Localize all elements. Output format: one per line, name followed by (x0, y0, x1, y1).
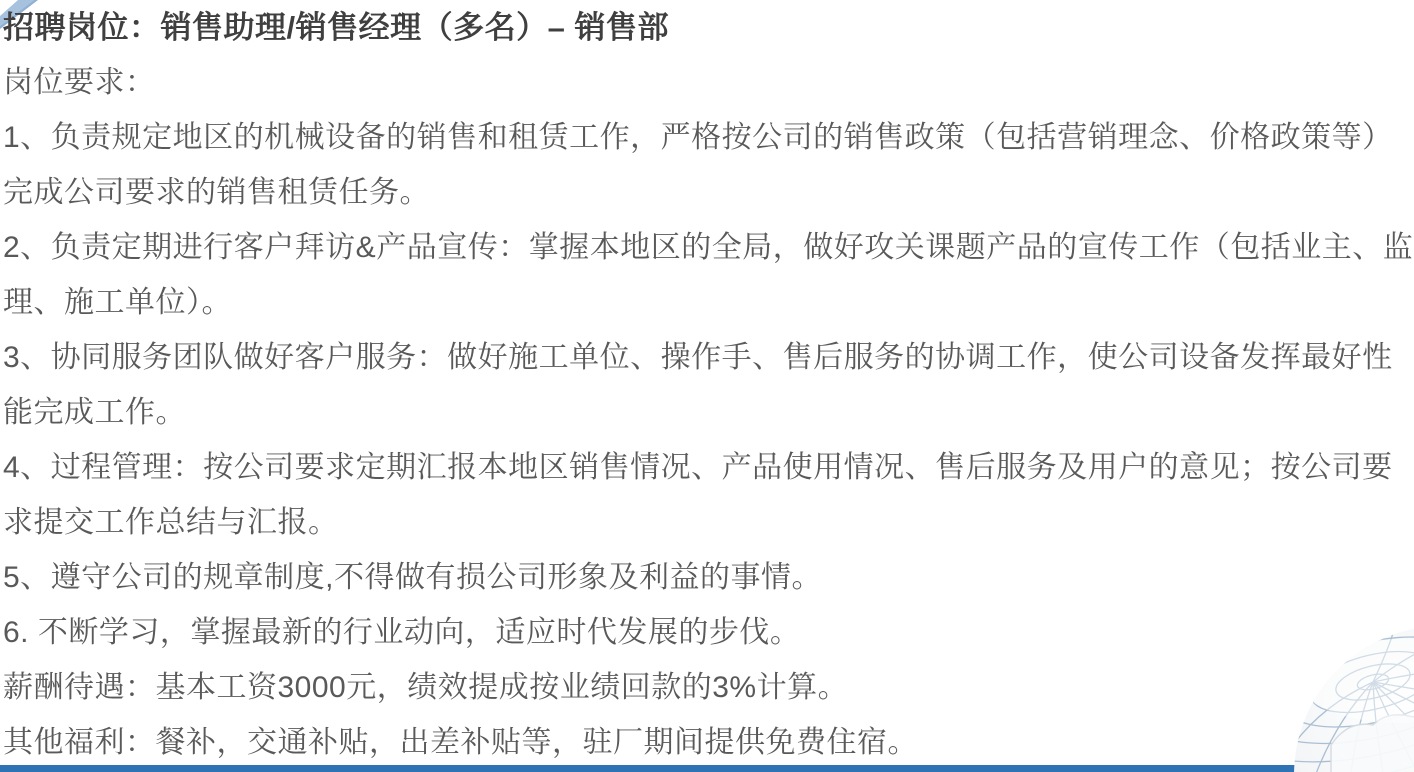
requirement-item-6: 6. 不断学习，掌握最新的行业动向，适应时代发展的步伐。 (3, 616, 801, 649)
salary-line: 薪酬待遇：基本工资3000元，绩效提成按业绩回款的3%计算。 (3, 671, 849, 704)
benefits-line: 其他福利：餐补，交通补贴，出差补贴等，驻厂期间提供免费住宿。 (3, 726, 918, 759)
requirement-item-2: 2、负责定期进行客户拜访&产品宣传：掌握本地区的全局，做好攻关课题产品的宣传工作（包括业主、监理、施工单位）。 (3, 231, 1414, 319)
requirement-item-3: 3、协同服务团队做好客户服务：做好施工单位、操作手、售后服务的协调工作，使公司设备发挥最好性能完成工作。 (3, 341, 1393, 429)
globe-icon (1293, 625, 1414, 772)
requirement-item-4: 4、过程管理：按公司要求定期汇报本地区销售情况、产品使用情况、售后服务及用户的意见；按公司要求提交工作总结与汇报。 (3, 451, 1393, 539)
requirement-item-1: 1、负责规定地区的机械设备的销售和租赁工作，严格按公司的销售政策（包括营销理念、价格政策等）完成公司要求的销售租赁任务。 (3, 121, 1393, 209)
job-posting-text (3, 1, 1414, 770)
page-title: 招聘岗位：销售助理/销售经理（多名）– 销售部 (3, 10, 669, 45)
section-label: 岗位要求： (3, 66, 156, 99)
requirement-item-5: 5、遵守公司的规章制度,不得做有损公司形象及利益的事情。 (3, 561, 823, 594)
